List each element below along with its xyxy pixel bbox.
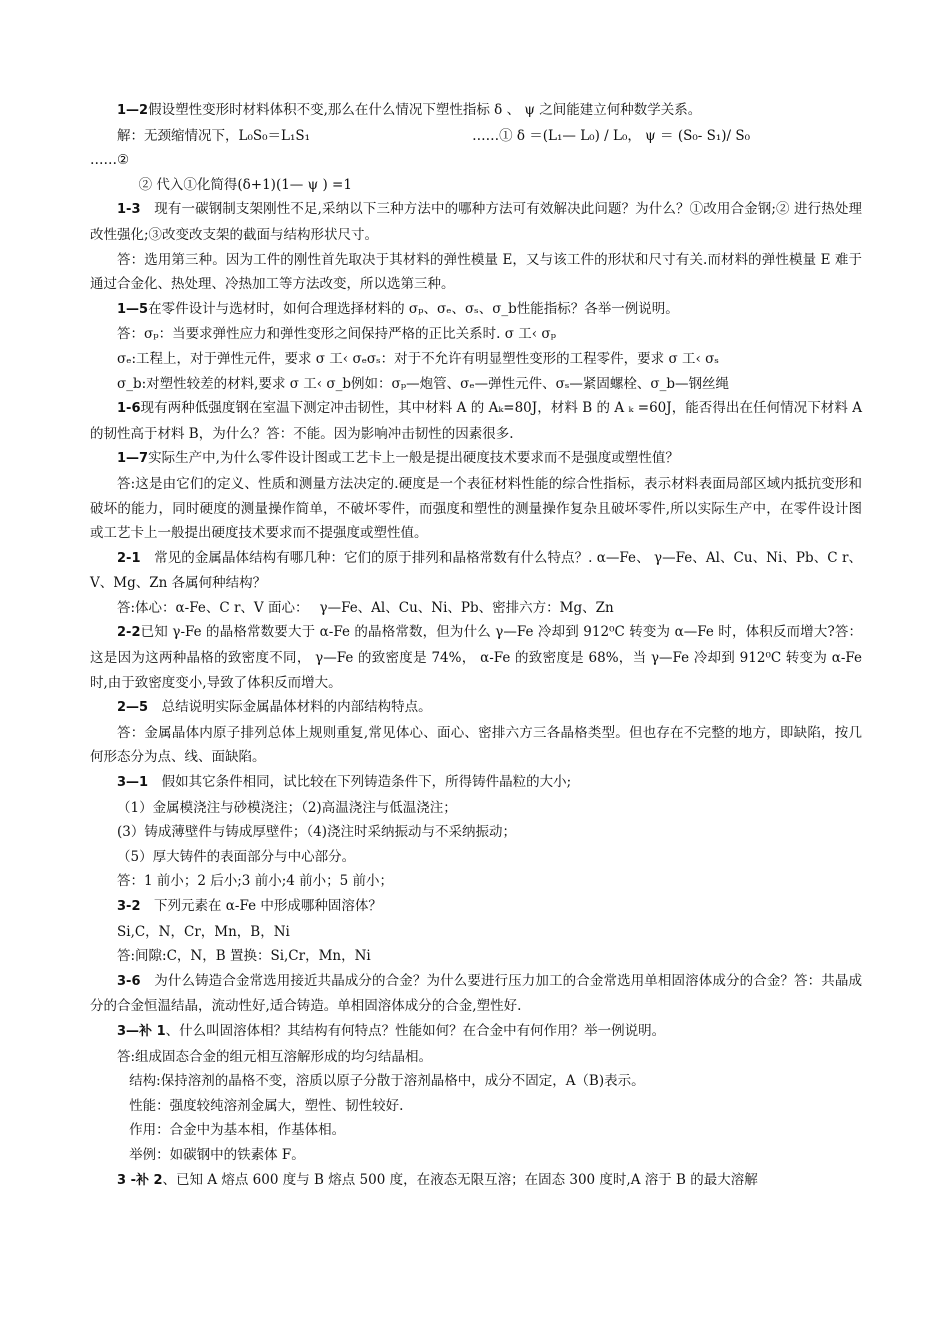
paragraph — [90, 596, 862, 621]
paragraph — [90, 248, 862, 297]
paragraph — [90, 1094, 862, 1119]
paragraph — [90, 1069, 862, 1094]
question-number: 2-2 — [117, 625, 141, 641]
paragraph-text: 解：无颈缩情况下，L₀S₀＝L₁S₁ ……① δ ＝(L₁— L₀) / L₀， ψ ＝ (S₀- S₁)/ S₀ — [117, 127, 751, 144]
paragraph-text: 答:这是由它们的定义、性质和测量方法决定的.硬度是一个表征材料性能的综合性指标，表示材料表面局部区域内抵抗变形和破坏的能力，同时硬度的测量操作简单，不破坏零件，而强度和塑性的测量操作复杂且破坏零件,所以实际生产中，在零件设计图或工艺卡上一般提出硬度技术要求而不提强度或塑性值。 — [90, 475, 862, 542]
paragraph-text: 举例：如碳钢中的铁素体 F。 — [129, 1146, 305, 1163]
paragraph-text: 总结说明实际金属晶体材料的内部结构特点。 — [148, 699, 432, 716]
paragraph-text: 现有两种低强度钢在室温下测定冲击韧性，其中材料 A 的 Aₖ=80J，材料 B 的 A ₖ =60J，能否得出在任何情况下材料 A 的韧性高于材料 B，为什么？答：不能。因为影响冲击韧性的因素很多. — [90, 400, 862, 442]
paragraph — [90, 721, 862, 770]
paragraph-text: 实际生产中,为什么零件设计图或工艺卡上一般是提出硬度技术要求而不是强度或塑性值？ — [148, 450, 679, 467]
paragraph — [90, 820, 862, 845]
paragraph — [90, 322, 862, 347]
paragraph-text: 答：σₚ：当要求弹性应力和弹性变形之间保持严格的正比关系时. σ 工‹ σₚ — [117, 326, 557, 343]
paragraph-text: 作用：合金中为基本相，作基体相。 — [129, 1122, 346, 1139]
paragraph-text: 性能：强度较纯溶剂金属大，塑性、韧性较好. — [129, 1097, 404, 1114]
paragraph-text: ……② — [90, 152, 130, 169]
paragraph — [90, 770, 862, 796]
paragraph — [90, 297, 862, 323]
paragraph-text: 答:间隙:C，N，B 置换：Si,Cr，Mn，Ni — [117, 948, 371, 965]
question-number: 1—5 — [117, 301, 149, 317]
paragraph — [90, 446, 862, 472]
paragraph-text: 答：金属晶体内原子排列总体上规则重复,常见体心、面心、密排六方三各晶格类型。但也存在不完整的地方，即缺陷，按几何形态分为点、线、面缺陷。 — [90, 724, 862, 766]
paragraph-text: 答:组成固态合金的组元相互溶解形成的均匀结晶相。 — [117, 1048, 433, 1065]
paragraph — [90, 1019, 862, 1045]
document-body — [90, 98, 862, 1193]
question-number: 3 -补 2 — [117, 1172, 163, 1188]
question-number: 1—2 — [117, 103, 149, 118]
paragraph-text: (3）铸成薄壁件与铸成厚壁件；（4)浇注时采纳振动与不采纳振动； — [117, 824, 516, 841]
paragraph-text: （1）金属模浇注与砂模浇注；（2)高温浇注与低温浇注； — [117, 799, 457, 816]
question-number: 2-1 — [117, 550, 141, 566]
paragraph-text: （5）厚大铸件的表面部分与中心部分。 — [117, 848, 356, 865]
paragraph-text: 假设塑性变形时材料体积不变,那么在什么情况下塑性指标 δ 、 ψ 之间能建立何种数学关系。 — [148, 102, 702, 118]
paragraph — [90, 796, 862, 821]
paragraph — [90, 1143, 862, 1168]
paragraph-text: 答:体心：α-Fe、C r、V 面心： γ—Fe、Al、Cu、Ni、Pb、密排六方：Mg、Zn — [117, 599, 614, 616]
question-number: 3—1 — [117, 775, 149, 791]
paragraph — [90, 845, 862, 870]
paragraph — [90, 894, 862, 920]
paragraph-text: 假如其它条件相同，试比较在下列铸造条件下，所得铸件晶粒的大小; — [148, 774, 572, 791]
paragraph — [90, 546, 862, 596]
paragraph — [90, 969, 862, 1019]
paragraph-text: 答：1 前小；2 后小;3 前小;4 前小；5 前小； — [117, 873, 393, 890]
paragraph — [90, 98, 862, 124]
paragraph-text: 为什么铸造合金常选用接近共晶成分的合金？为什么要进行压力加工的合金常选用单相固溶体成分的合金？答：共晶成分的合金恒温结晶，流动性好,适合铸造。单相固溶体成分的合金,塑性好. — [90, 972, 862, 1015]
paragraph — [90, 1045, 862, 1070]
paragraph — [90, 197, 862, 247]
paragraph-text: σ_b:对塑性较差的材料,要求 σ 工‹ σ_b例如：σₚ—炮管、σₑ—弹性元件、σₛ—紧固螺栓、σ_b—钢丝绳 — [117, 375, 729, 392]
paragraph — [90, 920, 862, 945]
paragraph — [90, 944, 862, 969]
question-number: 3—补 1 — [117, 1023, 166, 1039]
paragraph — [90, 124, 862, 149]
paragraph-text: ② 代入①化简得(δ+1)(1— ψ ) =1 — [138, 176, 352, 193]
paragraph — [90, 173, 862, 198]
paragraph — [90, 396, 862, 446]
question-number: 1—7 — [117, 451, 149, 467]
paragraph — [90, 695, 862, 721]
paragraph — [90, 472, 862, 546]
question-number: 3-2 — [117, 899, 141, 914]
paragraph-text: Si,C，N，Cr，Mn，B，Ni — [117, 923, 290, 940]
paragraph-text: 、已知 A 熔点 600 度与 B 熔点 500 度，在液态无限互溶；在固态 300 度时,A 溶于 B 的最大溶解 — [162, 1171, 758, 1188]
paragraph — [90, 620, 862, 695]
paragraph-text: 常见的金属晶体结构有哪几种：它们的原于排列和晶格常数有什么特点？. α—Fe、 γ—Fe、Al、Cu、Ni、Pb、C r、V、Mg、Zn 各属何种结构？ — [90, 549, 862, 592]
question-number: 2—5 — [117, 700, 149, 716]
paragraph-text: 现有一碳钢制支架刚性不足,采纳以下三种方法中的哪种方法可有效解决此问题？为什么？①改用合金钢;② 进行热处理改性强化;③改变改支架的截面与结构形状尺寸。 — [90, 201, 862, 243]
paragraph — [90, 869, 862, 894]
paragraph-text: 答：选用第三种。因为工件的刚性首先取决于其材料的弹性模量 E，又与该工件的形状和尺寸有关.而材料的弹性模量 E 难于通过合金化、热处理、冷热加工等方法改变，所以选第三种。 — [90, 251, 862, 293]
paragraph — [90, 148, 862, 173]
paragraph — [90, 347, 862, 372]
paragraph-text: 结构:保持溶剂的晶格不变，溶质以原子分散于溶剂晶格中，成分不固定，A（B)表示。 — [129, 1073, 645, 1090]
paragraph — [90, 1118, 862, 1143]
question-number: 1-6 — [117, 401, 141, 417]
question-number: 1-3 — [117, 202, 141, 218]
paragraph-text: 在零件设计与选材时，如何合理选择材料的 σₚ、σₑ、σₛ、σ_b性能指标？各举一例说明。 — [148, 300, 679, 317]
paragraph-text: σₑ:工程上，对于弹性元件，要求 σ 工‹ σₑσₛ：对于不允许有明显塑性变形的工程零件，要求 σ 工‹ σₛ — [117, 350, 719, 367]
question-number: 3-6 — [117, 973, 141, 989]
paragraph — [90, 1168, 862, 1194]
paragraph-text: 已知 γ-Fe 的晶格常数要大于 α-Fe 的晶格常数，但为什么 γ—Fe 冷却到 912⁰C 转变为 α—Fe 时，体积反而增大?答：这是因为这两种晶格的致密度不同， γ—Fe 的致密度是 74%， α-Fe 的致密度是 68%，当 γ—Fe 冷却到 912⁰C 转变为 α-Fe 时,由于致密度变小,导致了体积反而增大。 — [90, 624, 862, 691]
paragraph-text: 下列元素在 α-Fe 中形成哪种固溶体？ — [140, 898, 382, 914]
paragraph-text: 、什么叫固溶体相？其结构有何特点？性能如何？在合金中有何作用？举一例说明。 — [165, 1022, 666, 1039]
paragraph — [90, 372, 862, 397]
